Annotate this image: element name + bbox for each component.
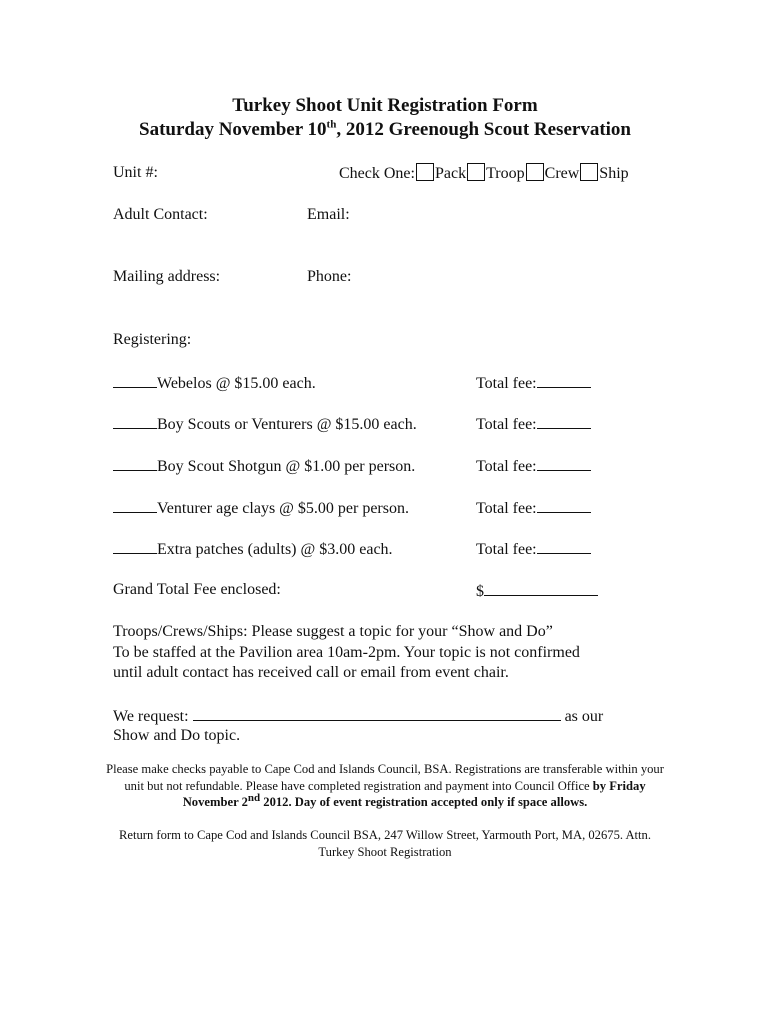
shotgun-total-blank[interactable]: [537, 455, 591, 471]
total-fee-label: Total fee:: [476, 375, 537, 392]
troop-label: Troop: [486, 165, 525, 182]
currency-symbol: $: [476, 583, 484, 600]
shotgun-row: [113, 455, 415, 477]
boy-scouts-total-fee: [476, 413, 591, 435]
shotgun-label: Boy Scout Shotgun @ $1.00 per person.: [157, 458, 416, 475]
extra-patches-qty-blank[interactable]: [113, 538, 157, 554]
adult-contact-label: Adult Contact:: [113, 206, 208, 223]
form-title: Turkey Shoot Unit Registration Form: [232, 95, 538, 116]
webelos-label: Webelos @ $15.00 each.: [157, 375, 316, 392]
registering-label: Registering:: [113, 331, 192, 348]
crew-checkbox[interactable]: [526, 163, 544, 181]
pack-checkbox[interactable]: [416, 163, 434, 181]
shotgun-total-fee: [476, 455, 591, 477]
show-and-do-line3: until adult contact has received call or email from event chair.: [113, 664, 509, 681]
extra-patches-total-fee: [476, 538, 591, 560]
shotgun-qty-blank[interactable]: [113, 455, 157, 471]
extra-patches-row: [113, 538, 393, 560]
phone-label: Phone:: [307, 268, 352, 285]
grand-total-label: Grand Total Fee enclosed:: [113, 581, 281, 598]
payment-notice: Please make checks payable to Cape Cod and Islands Council, BSA. Registrations are transferable within your unit but not refundable. Please have completed registration and payment into Council Office by Friday November 2nd 2012. Day of event registration accepted only if space allows.: [106, 762, 664, 809]
venturer-clays-row: [113, 497, 409, 519]
request-row: [113, 705, 603, 727]
boy-scouts-row: [113, 413, 417, 435]
venturer-clays-label: Venturer age clays @ $5.00 per person.: [157, 500, 409, 517]
topic-request-blank[interactable]: [193, 705, 561, 721]
troop-checkbox[interactable]: [467, 163, 485, 181]
boy-scouts-total-blank[interactable]: [537, 413, 591, 429]
mailing-address-label: Mailing address:: [113, 268, 221, 285]
grand-total-blank[interactable]: [484, 580, 598, 596]
ship-label: Ship: [599, 165, 629, 182]
total-fee-label: Total fee:: [476, 416, 537, 433]
form-subtitle: Saturday November 10th, 2012 Greenough Scout Reservation: [139, 118, 631, 140]
total-fee-label: Total fee:: [476, 541, 537, 558]
grand-total-field: [476, 580, 598, 602]
total-fee-label: Total fee:: [476, 458, 537, 475]
unit-number-label: Unit #:: [113, 164, 158, 181]
extra-patches-total-blank[interactable]: [537, 538, 591, 554]
webelos-total-blank[interactable]: [537, 372, 591, 388]
we-request-label: We request:: [113, 708, 189, 725]
boy-scouts-label: Boy Scouts or Venturers @ $15.00 each.: [157, 416, 417, 433]
total-fee-label: Total fee:: [476, 500, 537, 517]
unit-type-group: [339, 163, 629, 184]
venturer-clays-total-fee: [476, 497, 591, 519]
pack-label: Pack: [434, 165, 467, 182]
webelos-qty-blank[interactable]: [113, 372, 157, 388]
email-label: Email:: [307, 206, 350, 223]
venturer-clays-qty-blank[interactable]: [113, 497, 157, 513]
ship-checkbox[interactable]: [580, 163, 598, 181]
webelos-row: [113, 372, 316, 394]
show-and-do-topic-label: Show and Do topic.: [113, 727, 241, 744]
as-our-label: as our: [564, 708, 604, 725]
boy-scouts-qty-blank[interactable]: [113, 413, 157, 429]
show-and-do-line1: Troops/Crews/Ships: Please suggest a topic for your “Show and Do”: [113, 623, 553, 640]
extra-patches-label: Extra patches (adults) @ $3.00 each.: [157, 541, 393, 558]
venturer-clays-total-blank[interactable]: [537, 497, 591, 513]
webelos-total-fee: [476, 372, 591, 394]
check-one-label: Check One:: [339, 165, 415, 182]
return-address-notice: Return form to Cape Cod and Islands Council BSA, 247 Willow Street, Yarmouth Port, MA, 02675. Attn. Turkey Shoot Registration: [118, 828, 652, 859]
crew-label: Crew: [544, 165, 580, 182]
show-and-do-line2: To be staffed at the Pavilion area 10am-2pm. Your topic is not confirmed: [113, 644, 580, 661]
